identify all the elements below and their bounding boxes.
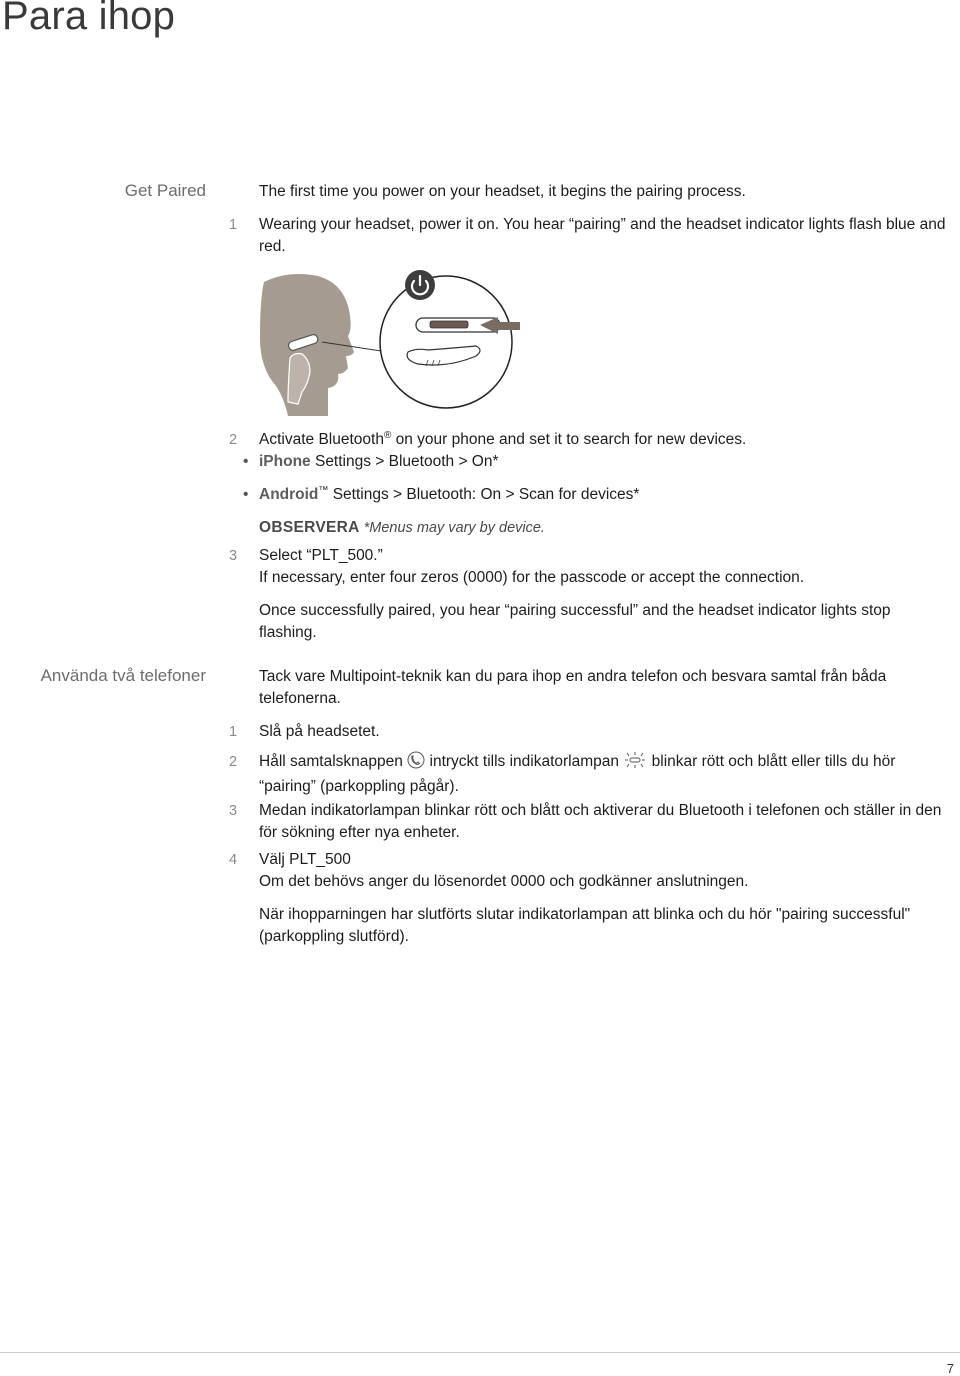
call-button-icon — [407, 751, 425, 776]
step-number: 2 — [229, 754, 238, 770]
step-text: Activate Bluetooth® on your phone and set it to search for new devices. — [259, 429, 747, 448]
step-number: 3 — [229, 803, 238, 819]
section-label-two-phones: Använda två telefoner — [40, 666, 206, 685]
bullet-iphone: iPhone Settings > Bluetooth > On* — [259, 453, 499, 470]
step-text: Slå på headsetet. — [259, 723, 380, 740]
pairing-intro: The first time you power on your headset, it begins the pairing process. — [259, 183, 746, 200]
step-number: 1 — [229, 724, 238, 740]
step-text-continued: Om det behövs anger du lösenordet 0000 och godkänner anslutningen. — [259, 873, 749, 890]
headset-pairing-illustration — [258, 268, 520, 416]
step-text: Wearing your headset, power it on. You hear “pairing” and the headset indicator lights flash blue and red. — [259, 216, 946, 255]
step-text: Medan indikatorlampan blinkar rött och blått och aktiverar du Bluetooth i telefonen och ställer in den för sökning efter nya enheter. — [259, 802, 942, 841]
step-text: Select “PLT_500.” — [259, 547, 383, 564]
note: OBSERVERA *Menus may vary by device. — [259, 519, 545, 536]
step-number: 1 — [229, 217, 238, 233]
step-text: Håll samtalsknappen intryckt tills indikatorlampan blinkar rött och blått eller tills du hör “pairing” (parkoppling pågår). — [259, 753, 896, 795]
pairing-closing: Once successfully paired, you hear “pairing successful” and the headset indicator lights stop flashing. — [259, 602, 891, 641]
page-title: Para ihop — [2, 0, 176, 38]
callout-circle — [380, 276, 512, 408]
bullet-dot: • — [243, 486, 249, 503]
indicator-light-icon — [623, 751, 647, 776]
bullet-dot: • — [243, 453, 249, 470]
step-number: 4 — [229, 852, 238, 868]
multipoint-intro: Tack vare Multipoint-teknik kan du para ihop en andra telefon och besvara samtal från båda telefonerna. — [259, 668, 887, 707]
multipoint-closing: När ihopparningen har slutförts slutar indikatorlampan att blinka och du hör "pairing successful" (parkoppling slutförd). — [259, 906, 911, 945]
section-label-get-paired: Get Paired — [124, 181, 206, 200]
step-text: Välj PLT_500 — [259, 851, 351, 868]
step-text-continued: If necessary, enter four zeros (0000) for the passcode or accept the connection. — [259, 569, 805, 586]
power-switch — [430, 321, 468, 328]
step-number: 3 — [229, 548, 238, 564]
footer-divider — [0, 1352, 960, 1353]
bullet-android: Android™ Settings > Bluetooth: On > Scan for devices* — [259, 484, 640, 503]
page-number: 7 — [946, 1361, 954, 1376]
step-number: 2 — [229, 432, 238, 448]
